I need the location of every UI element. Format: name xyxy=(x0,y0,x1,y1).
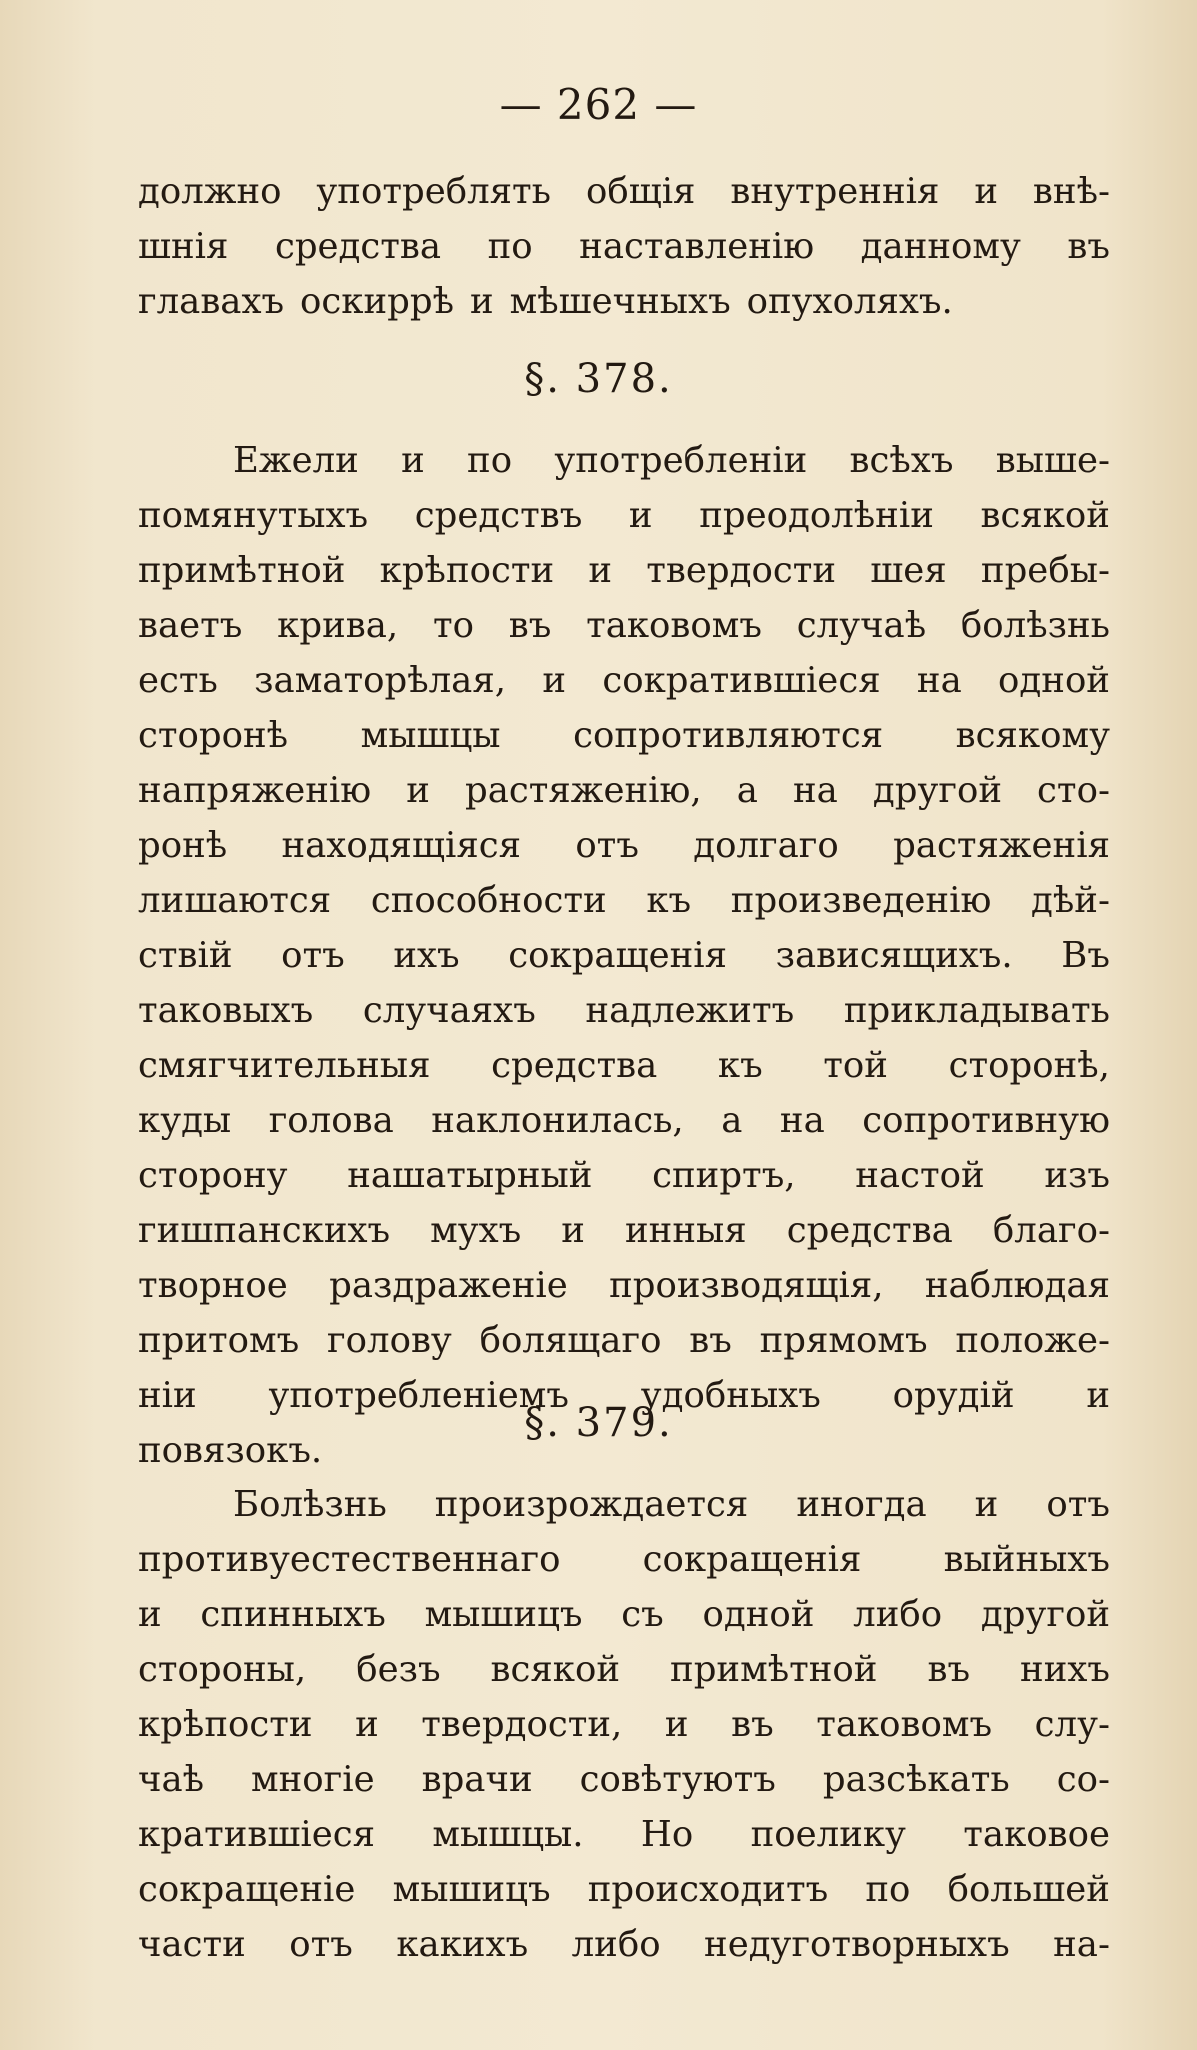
word: и xyxy=(974,1484,999,1525)
word: находящіяся xyxy=(281,825,521,866)
word: другой xyxy=(980,1594,1110,1635)
word: главахъ xyxy=(138,281,285,322)
word: случаѣ xyxy=(796,605,927,646)
word: стороны, xyxy=(138,1649,307,1690)
word: слу- xyxy=(1034,1704,1110,1745)
word: одной xyxy=(998,660,1110,701)
word: повязокъ. xyxy=(138,1430,323,1471)
word: Но xyxy=(640,1814,694,1855)
word: положе- xyxy=(955,1320,1110,1361)
word: общія xyxy=(585,171,696,212)
word: Ежели xyxy=(233,440,359,481)
word: Въ xyxy=(1061,935,1110,976)
word: крѣпости xyxy=(138,1704,313,1745)
word: надлежитъ xyxy=(585,990,795,1031)
word: твердости, xyxy=(421,1704,623,1745)
word: выше- xyxy=(995,440,1110,481)
word: сопротивную xyxy=(862,1100,1110,1141)
text-line xyxy=(138,708,1110,763)
word: совѣтуютъ xyxy=(579,1759,776,1800)
word: сокращеніе xyxy=(138,1869,356,1910)
page-number: — 262 — xyxy=(499,80,698,129)
word: сторону xyxy=(138,1155,288,1196)
word: наклонилась, xyxy=(431,1100,684,1141)
word: употреблять xyxy=(316,171,552,212)
word: употребленіемъ xyxy=(268,1375,569,1416)
word: и xyxy=(664,1704,689,1745)
word: либо xyxy=(853,1594,943,1635)
word: отъ xyxy=(575,825,639,866)
text-line xyxy=(138,164,1110,219)
word: настой xyxy=(855,1155,985,1196)
word: употребленіи xyxy=(554,440,808,481)
word: лишаются xyxy=(138,880,332,921)
word: удобныхъ xyxy=(640,1375,821,1416)
text-line xyxy=(138,818,1110,873)
text-line xyxy=(138,543,1110,598)
word: по xyxy=(487,226,533,267)
text-line xyxy=(138,274,1110,329)
word: изъ xyxy=(1044,1155,1110,1196)
word: сопротивляются xyxy=(573,715,884,756)
word: той xyxy=(823,1045,888,1086)
word: другой xyxy=(872,770,1002,811)
section-heading-378: §. 378. xyxy=(524,356,673,402)
section-heading-379: §. 379. xyxy=(524,1400,673,1446)
word: и xyxy=(138,1594,162,1635)
word: болящаго xyxy=(479,1320,662,1361)
word: куды xyxy=(138,1100,232,1141)
text-line xyxy=(138,1532,1110,1587)
word: примѣтной xyxy=(670,1649,878,1690)
text-line xyxy=(138,1862,1110,1917)
word: таковое xyxy=(963,1814,1110,1855)
word: мышцы. xyxy=(432,1814,584,1855)
word: голову xyxy=(327,1320,452,1361)
word: врачи xyxy=(421,1759,533,1800)
word: голова xyxy=(268,1100,394,1141)
word: шея xyxy=(870,550,947,591)
word: средства xyxy=(274,226,442,267)
word: большей xyxy=(947,1869,1110,1910)
word: средства xyxy=(786,1210,953,1251)
word: по xyxy=(467,440,513,481)
text-line xyxy=(138,983,1110,1038)
word: шнія xyxy=(138,226,229,267)
word: благо- xyxy=(992,1210,1110,1251)
word: на xyxy=(779,1100,825,1141)
word: произрождается xyxy=(434,1484,749,1525)
word: и xyxy=(542,660,567,701)
word: къ xyxy=(717,1045,763,1086)
word: и xyxy=(355,1704,379,1745)
word: творное xyxy=(138,1265,288,1306)
text-line xyxy=(138,1752,1110,1807)
word: гишпанскихъ xyxy=(138,1210,391,1251)
word: спинныхъ xyxy=(200,1594,386,1635)
text-line xyxy=(138,1313,1110,1368)
word: ваетъ xyxy=(138,605,243,646)
paragraph-section-379 xyxy=(138,1477,1110,1972)
word: примѣтной xyxy=(138,550,346,591)
word: либо xyxy=(571,1924,661,1965)
word: а xyxy=(721,1100,743,1141)
word: мышицъ xyxy=(392,1869,551,1910)
word: нашатырный xyxy=(347,1155,593,1196)
word: средствъ xyxy=(414,495,583,536)
word: отъ xyxy=(281,935,345,976)
word: внѣ- xyxy=(1032,171,1110,212)
word: выйныхъ xyxy=(943,1539,1110,1580)
word: сокращенія xyxy=(642,1539,862,1580)
word: оскиррѣ xyxy=(300,281,455,322)
word: къ xyxy=(646,880,692,921)
word: въ xyxy=(508,605,552,646)
word: съ xyxy=(621,1594,664,1635)
text-line xyxy=(138,1917,1110,1972)
word: спиртъ, xyxy=(652,1155,796,1196)
word: дѣй- xyxy=(1031,880,1110,921)
text-line xyxy=(138,488,1110,543)
word: мышицъ xyxy=(424,1594,583,1635)
word: нихъ xyxy=(1020,1649,1110,1690)
text-line xyxy=(138,1587,1110,1642)
word: раздраженіе xyxy=(329,1265,568,1306)
word: напряженію xyxy=(138,770,372,811)
word: на xyxy=(792,770,838,811)
text-line xyxy=(138,1258,1110,1313)
word: опухоляхъ. xyxy=(746,281,953,322)
word: ніи xyxy=(138,1375,197,1416)
word: мѣшечныхъ xyxy=(509,281,731,322)
word: многіе xyxy=(251,1759,375,1800)
word: всякому xyxy=(955,715,1110,756)
word: всѣхъ xyxy=(849,440,954,481)
word: случаяхъ xyxy=(362,990,536,1031)
word: въ xyxy=(689,1320,732,1361)
word: и xyxy=(1086,1375,1110,1416)
word: произведенію xyxy=(730,880,992,921)
text-line xyxy=(138,1642,1110,1697)
word: заматорѣлая, xyxy=(254,660,507,701)
text-line xyxy=(138,1477,1110,1532)
word: преодолѣніи xyxy=(699,495,934,536)
word: и xyxy=(588,550,613,591)
word: по xyxy=(865,1869,911,1910)
word: зависящихъ. xyxy=(775,935,1013,976)
word: въ xyxy=(927,1649,971,1690)
word: и xyxy=(628,495,653,536)
word: сократившіеся xyxy=(602,660,881,701)
word: болѣзнь xyxy=(960,605,1110,646)
word: и xyxy=(469,281,494,322)
word: крива, xyxy=(277,605,399,646)
text-line xyxy=(138,1697,1110,1752)
word: способности xyxy=(370,880,607,921)
word: внутреннія xyxy=(730,171,940,212)
text-line xyxy=(138,219,1110,274)
text-line xyxy=(138,653,1110,708)
paragraph-continued xyxy=(138,164,1110,329)
word: сторонѣ xyxy=(138,715,289,756)
word: пребы- xyxy=(980,550,1110,591)
word: прикладывать xyxy=(843,990,1110,1031)
word: данному xyxy=(860,226,1021,267)
word: какихъ xyxy=(396,1924,529,1965)
word: мухъ xyxy=(430,1210,522,1251)
word: есть xyxy=(138,660,218,701)
word: чаѣ xyxy=(138,1759,205,1800)
word: производящія, xyxy=(609,1265,884,1306)
text-line xyxy=(138,763,1110,818)
word: на xyxy=(916,660,962,701)
word: крѣпости xyxy=(379,550,555,591)
word: отъ xyxy=(1046,1484,1110,1525)
text-line xyxy=(138,1038,1110,1093)
text-line xyxy=(138,928,1110,983)
text-line xyxy=(138,1093,1110,1148)
word: таковомъ xyxy=(586,605,762,646)
word: всякой xyxy=(980,495,1110,536)
word: со- xyxy=(1056,1759,1110,1800)
word: наставленію xyxy=(579,226,815,267)
word: средства xyxy=(491,1045,658,1086)
word: безъ xyxy=(356,1649,441,1690)
text-line xyxy=(138,1807,1110,1862)
word: въ xyxy=(1067,226,1110,267)
word: и xyxy=(406,770,430,811)
word: противуестественнаго xyxy=(138,1539,561,1580)
paragraph-section-378 xyxy=(138,433,1110,1478)
word: сокращенія xyxy=(508,935,728,976)
word: одной xyxy=(702,1594,815,1635)
word: должно xyxy=(138,171,282,212)
word: недуготворныхъ xyxy=(704,1924,1010,1965)
word: на- xyxy=(1053,1924,1110,1965)
word: и xyxy=(401,440,425,481)
word: инныя xyxy=(625,1210,747,1251)
word: кратившіеся xyxy=(138,1814,376,1855)
word: твердости xyxy=(646,550,837,591)
word: притомъ xyxy=(138,1320,300,1361)
word: ронѣ xyxy=(138,825,228,866)
text-line xyxy=(138,433,1110,488)
word: Болѣзнь xyxy=(233,1484,387,1525)
word: прямомъ xyxy=(759,1320,928,1361)
word: ствій xyxy=(138,935,233,976)
text-line xyxy=(138,873,1110,928)
word: а xyxy=(736,770,758,811)
word: разсѣкать xyxy=(822,1759,1010,1800)
word: иногда xyxy=(796,1484,927,1525)
word: и xyxy=(974,171,998,212)
word: и xyxy=(561,1210,585,1251)
word: помянутыхъ xyxy=(138,495,369,536)
word: ихъ xyxy=(393,935,460,976)
word: сто- xyxy=(1037,770,1110,811)
text-line xyxy=(138,1148,1110,1203)
word: въ xyxy=(731,1704,774,1745)
text-line xyxy=(138,598,1110,653)
word: сторонѣ, xyxy=(948,1045,1110,1086)
word: части xyxy=(138,1924,246,1965)
word: таковомъ xyxy=(816,1704,993,1745)
word: всякой xyxy=(490,1649,621,1690)
word: таковыхъ xyxy=(138,990,314,1031)
word: растяженія xyxy=(893,825,1110,866)
text-line xyxy=(138,1203,1110,1258)
word: мышцы xyxy=(360,715,501,756)
word: орудій xyxy=(892,1375,1015,1416)
word: долгаго xyxy=(693,825,839,866)
word: поелику xyxy=(750,1814,906,1855)
word: наблюдая xyxy=(924,1265,1110,1306)
word: растяженію, xyxy=(465,770,702,811)
word: то xyxy=(432,605,474,646)
word: отъ xyxy=(289,1924,353,1965)
word: смягчительныя xyxy=(138,1045,431,1086)
word: происходитъ xyxy=(587,1869,829,1910)
